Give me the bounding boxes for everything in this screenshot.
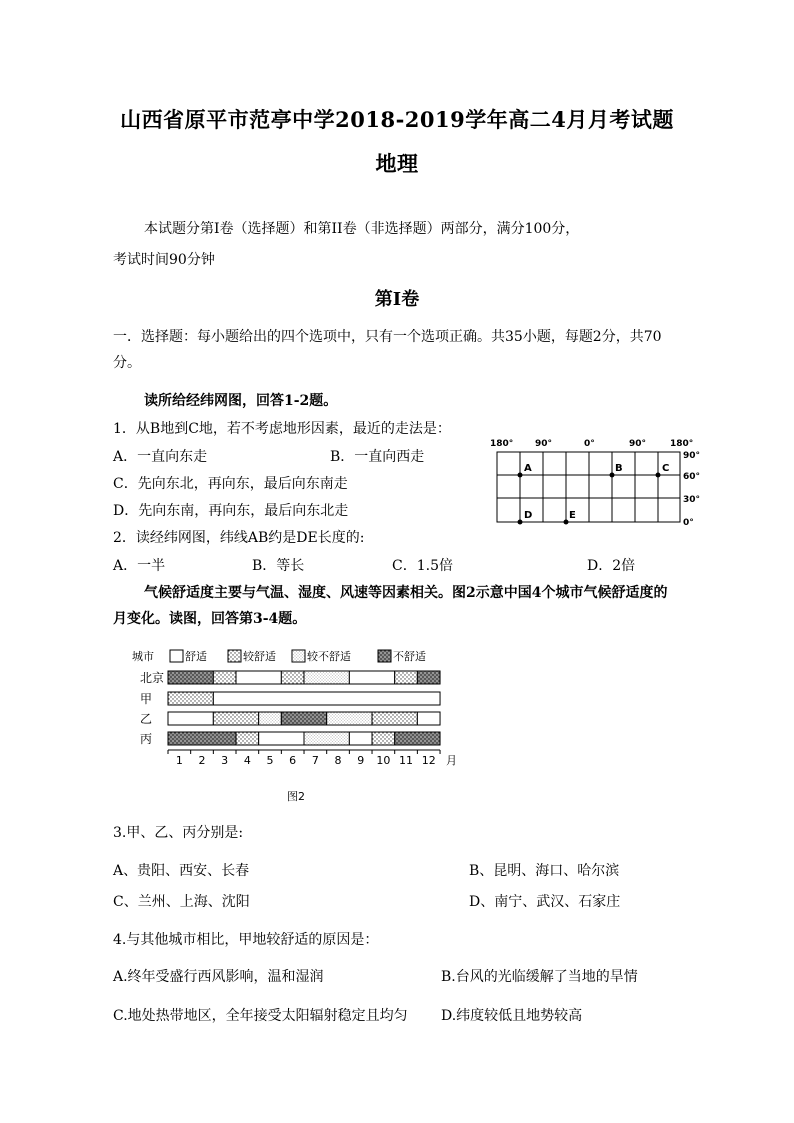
legend-label: 较舒适 — [243, 650, 276, 663]
q4-option-d: D.纬度较低且地势较高 — [441, 1008, 583, 1024]
point-label-b: B — [615, 463, 623, 474]
part-title: 第I卷 — [374, 289, 420, 310]
legend-swatch — [228, 650, 241, 662]
comfort-segment — [259, 712, 282, 725]
question-group-2-stem: 气候舒适度主要与气温、湿度、风速等因素相关。图2示意中国4个城市气候舒适度的 — [144, 585, 668, 601]
point-label-e: E — [569, 510, 576, 521]
q2-option-c: C．1.5倍 — [392, 558, 453, 574]
month-tick-label: 6 — [289, 754, 297, 767]
comfort-segment — [349, 732, 372, 745]
lat-label: 30° — [683, 495, 701, 505]
question-group-1-stem: 读所给经纬网图，回答1-2题。 — [144, 393, 338, 409]
lat-label: 60° — [683, 472, 701, 482]
city-label: 乙 — [140, 712, 153, 726]
legend-header-label: 城市 — [132, 650, 154, 663]
q1-stem: 1．从B地到C地，若不考虑地形因素，最近的走法是： — [113, 421, 451, 437]
q4-option-b: B.台风的光临缓解了当地的旱情 — [441, 969, 638, 985]
comfort-segment — [236, 671, 281, 684]
point-c-dot — [656, 473, 661, 478]
intro-line-1: 本试题分第I卷（选择题）和第II卷（非选择题）两部分，满分100分， — [144, 221, 580, 237]
comfort-segment — [395, 671, 418, 684]
city-label: 北京 — [140, 671, 165, 685]
q2-stem: 2．读经纬网图，纬线AB约是DE长度的: — [113, 530, 365, 546]
month-tick-label: 9 — [357, 754, 365, 767]
comfort-segment — [213, 712, 258, 725]
comfort-segment — [168, 692, 213, 705]
q1-option-a: A．一直向东走 — [113, 449, 208, 465]
month-tick-label: 5 — [266, 754, 274, 767]
section-1-instructions-cont: 分。 — [113, 355, 141, 371]
q3-option-c: C、兰州、上海、沈阳 — [113, 894, 250, 910]
q3-option-d: D、南宁、武汉、石家庄 — [469, 894, 621, 910]
point-label-c: C — [662, 463, 670, 474]
comfort-segment — [168, 712, 213, 725]
comfort-segment — [395, 732, 440, 745]
subject-title: 地理 — [375, 151, 419, 176]
month-tick-label: 1 — [175, 754, 183, 767]
lat-label: 0° — [683, 518, 694, 528]
month-tick-label: 3 — [221, 754, 229, 767]
month-tick-label: 11 — [399, 754, 414, 767]
q2-option-b: B．等长 — [252, 558, 305, 574]
comfort-segment — [327, 712, 372, 725]
month-tick-label: 4 — [243, 754, 251, 767]
q4-option-c: C.地处热带地区，全年接受太阳辐射稳定且均匀 — [113, 1008, 408, 1024]
point-label-d: D — [524, 510, 533, 521]
city-label: 丙 — [140, 732, 153, 746]
latitude-longitude-grid-map — [484, 434, 704, 534]
comfort-segment — [372, 732, 395, 745]
q3-stem: 3.甲、乙、丙分别是: — [113, 825, 244, 841]
q1-option-c: C．先向东北，再向东，最后向东南走 — [113, 476, 348, 492]
legend-label: 不舒适 — [393, 650, 426, 663]
legend-swatch — [170, 650, 183, 662]
section-1-instructions: 一．选择题：每小题给出的四个选项中，只有一个选项正确。共35小题，每题2分，共70 — [113, 329, 662, 345]
figure-caption: 图2 — [287, 790, 305, 803]
q2-option-d: D．2倍 — [587, 558, 636, 574]
comfort-segment — [304, 732, 349, 745]
month-tick-label: 10 — [376, 754, 391, 767]
legend-swatch — [378, 650, 391, 662]
month-tick-label: 2 — [198, 754, 206, 767]
q4-stem: 4.与其他城市相比，甲地较舒适的原因是： — [113, 932, 379, 948]
legend-label: 舒适 — [185, 650, 207, 663]
city-label: 甲 — [140, 692, 153, 706]
comfort-segment — [168, 732, 236, 745]
q2-option-a: A．一半 — [113, 558, 166, 574]
q1-option-d: D．先向东南，再向东，最后向东北走 — [113, 503, 349, 519]
q4-option-a: A.终年受盛行西风影响，温和湿润 — [113, 969, 324, 985]
lon-label: 90° — [535, 439, 553, 449]
comfort-segment — [213, 671, 236, 684]
legend-swatch — [292, 650, 305, 662]
month-tick-label: 12 — [421, 754, 436, 767]
comfort-segment — [349, 671, 394, 684]
point-label-a: A — [524, 463, 532, 474]
month-unit-label: 月 — [446, 754, 458, 767]
comfort-segment — [281, 712, 326, 725]
comfort-segment — [417, 671, 440, 684]
q1-option-b: B．一直向西走 — [330, 449, 425, 465]
lon-label: 90° — [629, 439, 647, 449]
lon-label: 180° — [670, 439, 694, 449]
comfort-segment — [304, 671, 349, 684]
point-d-dot — [518, 520, 523, 525]
comfort-segment — [372, 712, 417, 725]
comfort-segment — [281, 671, 304, 684]
lon-label: 180° — [490, 439, 514, 449]
lat-label: 90° — [683, 451, 701, 461]
comfort-segment — [213, 692, 440, 705]
comfort-segment — [259, 732, 304, 745]
intro-line-2: 考试时间90分钟 — [113, 252, 215, 268]
comfort-segment — [168, 671, 213, 684]
month-tick-label: 8 — [334, 754, 342, 767]
point-e-dot — [564, 520, 569, 525]
comfort-segment — [417, 712, 440, 725]
page-title: 山西省原平市范亭中学2018-2019学年高二4月月考试题 — [120, 107, 674, 132]
point-b-dot — [610, 473, 615, 478]
lon-label: 0° — [584, 439, 595, 449]
point-a-dot — [518, 473, 523, 478]
month-tick-label: 7 — [311, 754, 319, 767]
q3-option-b: B、昆明、海口、哈尔滨 — [469, 863, 620, 879]
climate-comfort-chart — [126, 640, 466, 775]
comfort-segment — [236, 732, 259, 745]
legend-label: 较不舒适 — [307, 650, 351, 663]
q3-option-a: A、贵阳、西安、长春 — [113, 863, 250, 879]
question-group-2-stem-cont: 月变化。读图，回答第3-4题。 — [113, 611, 307, 627]
